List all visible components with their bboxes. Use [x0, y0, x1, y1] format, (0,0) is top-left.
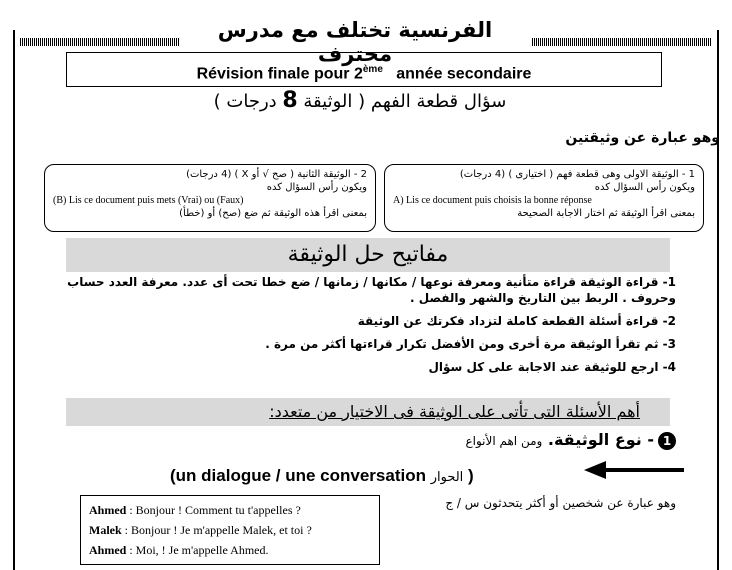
speaker: Ahmed [89, 503, 127, 517]
step-item: 1- قراءة الوثيقة قراءة متأنية ومعرفة نوعها / مكانها / زمانها / ضع خطا تحت أى عدد. معرفة العدد حساب وحروف . الربط بين التاريخ والشهر والفصل . [67, 275, 676, 305]
header-bar-left [20, 38, 180, 46]
doc1-fr: A) Lis ce document puis choisis la bonne réponse [393, 195, 592, 206]
dialogue-description: وهو عبارة عن شخصين أو أكثر يتحدثون س / ج [445, 496, 676, 510]
speaker: Malek [89, 523, 122, 537]
section1-heading [465, 430, 676, 450]
score-num: 8 [282, 88, 298, 113]
score-after: درجات ) [213, 91, 283, 112]
doc1-meaning: بمعنى اقرأ الوثيقة ثم اختار الاجابة الصحيحة [517, 208, 695, 219]
dialogue-fr: (un dialogue / une conversation [170, 466, 426, 485]
doc2-meaning: بمعنى اقرأ هذه الوثيقة ثم ضع (صح) أو (خطأ) [179, 208, 367, 219]
doc1-sub: ويكون رأس السؤال كده [594, 182, 695, 193]
header-title: الفرنسية تختلف مع مدرس محترف [217, 18, 493, 66]
revision-box [66, 52, 662, 87]
questions-title-text: أهم الأسئلة التى تأتى على الوثيقة فى الاختيار من متعدد: [269, 402, 640, 421]
doc2-sub: ويكون رأس السؤال كده [266, 182, 367, 193]
utterance: : Bonjour ! Je m'appelle Malek, et toi ? [121, 523, 312, 537]
dialogue-row [89, 500, 371, 520]
revision-text: Révision finale pour 2 [196, 65, 363, 83]
revision-tail: année secondaire [396, 65, 532, 83]
step-item: 4- ارجع للوثيقة عند الاجابة على كل سؤال [428, 360, 676, 374]
doc2-title: 2 - الوثيقة الثانية ( صح √ أو X ) (4 درجات) [186, 169, 367, 180]
dialogue-ar: الحوار [430, 469, 464, 484]
section1-small: ومن اهم الأنواع [465, 434, 543, 448]
section1-number: 1 [658, 432, 676, 450]
dialogue-row [89, 540, 371, 560]
section1-label: - نوع الوثيقة. [547, 430, 654, 449]
arrow-left-icon [584, 461, 684, 479]
utterance: : Bonjour ! Comment tu t'appelles ? [126, 503, 301, 517]
intro-text: وهو عبارة عن وثيقتين [565, 130, 720, 146]
score-line [190, 88, 530, 113]
steps-list [56, 274, 676, 382]
doc2-fr: (B) Lis ce document puis mets (Vrai) ou (Faux) [53, 195, 244, 206]
speaker: Ahmed [89, 543, 127, 557]
dialogue-row [89, 520, 371, 540]
revision-sup: ème [362, 64, 383, 75]
doc1-box [384, 164, 704, 232]
dialogue-type [170, 466, 474, 486]
utterance: : Moi, ! Je m'appelle Ahmed. [126, 543, 269, 557]
doc1-title: 1 - الوثيقة الاولى وهى قطعة فهم ( اختيارى ) (4 درجات) [459, 169, 695, 180]
header-bar-right [532, 38, 712, 46]
doc2-box [44, 164, 376, 232]
questions-title [66, 398, 670, 426]
dialogue-box [80, 495, 380, 565]
step-item: 2- قراءة أسئلة القطعة كاملة لتزداد فكرتك عن الوثيقة [357, 314, 676, 328]
step-item: 3- ثم تقرأ الوثيقة مرة أخرى ومن الأفضل تكرار قراءتها أكثر من مرة . [265, 337, 676, 351]
score-before: سؤال قطعة الفهم ( الوثيقة [297, 91, 507, 112]
dialogue-close: ) [468, 466, 474, 485]
keys-title: مفاتيح حل الوثيقة [287, 242, 449, 267]
